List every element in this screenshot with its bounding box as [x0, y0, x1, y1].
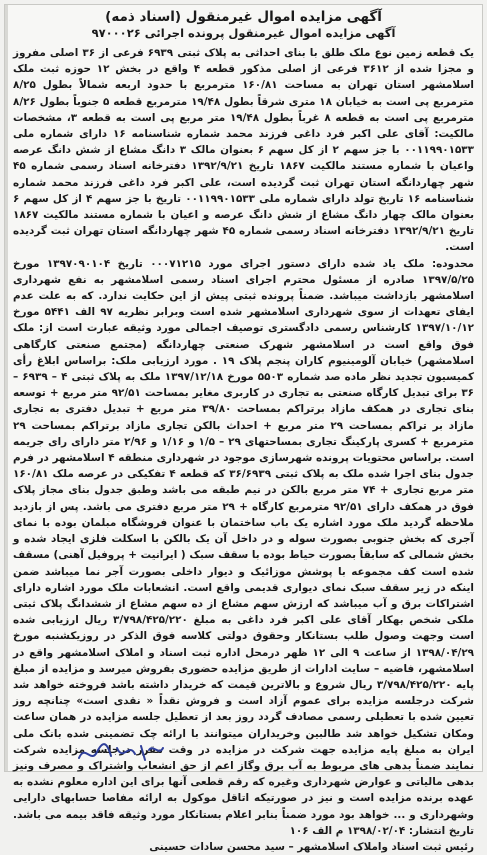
notice-title: آگهی مزایده اموال غیرمنقول (اسناد ذمه) [105, 9, 382, 25]
handwritten-signature [5, 738, 482, 768]
notice-body [13, 45, 475, 853]
paragraph-auction-terms: محدوده: ملک یاد شده دارای دستور اجرای مورد ۰۰۰۷۱۲۱۵ تاریخ ۱۳۹۷۰۹۰۱۰۴ مورخ ۱۳۹۷/۵/۲۵ صادره از مسئول محترم اجرای اسناد رسمی اسلامشهر به نفع شهرداری اسلامشهر بازداشت میباشد. ضمناً پرونده ثبتی پیش از این حکایت ندارد. که به علت عدم ایفای تعهدات از سوی شهرداری اسلامشهر شده است وبرابر نظریه ۹۷ الف ۵۴۴۱ مورخ ۱۳۹۷/۱۰/۱۲ کارشناس رسمی دادگستری توصیف اجمالی مورد وثیقه عبارت است از: ملک فوق واقع است در اسلامشهر شهرک صنعتی چهاردانگه (مجتمع صنعتی کارگاهی اسلامشهر) خیابان آلومینیوم کاران پنجم پلاک ۱۹ . مورد ارزیابی ملک: براساس ابلاغ رأی کمیسیون تجدید نظر ماده صد شماره ۵۵۰۳ مورخ ۱۳۹۷/۱۲/۱۸ ملک به پلاک ثبتی ۴ – ۶۹۳۹ – ۳۶ برای تبدیل کارگاه صنعتی به تجاری در کاربری مغایر بمساحت ۹۲/۵۱ متر مربع + توسعه بنای تجاری در همکف مازاد برتراکم بمساحت ۳۹/۸۰ متر مربع + تبدیل دفتری به تجاری مازاد بر تراکم بمساحت ۲۹ متر مربع + احداث بالکن تجاری مازاد برتراکم بمساحت ۲۹ مترمربع + کسری پارکینگ تجاری بمساحتهای ۲۹ – ۱/۵ و ۱/۱۶ و ۲/۹۶ متر دارای رای جریمه است. براساس محتویات پرونده شهرسازی موجود در شهرداری منطقه ۴ اسلامشهر در فرم جدول بنای اجرا شده ملک به پلاک ثبتی ۳۶/۶۹۳۹ که قطعه ۴ تفکیکی در عرصه ملک ۱۶۰/۸۱ متر مربع تجاری + ۷۴ متر مربع بالکن در نیم طبقه می باشد وطبق جدول بنای مجاز پلاک فوق در همکف دارای ۹۲/۵۱ مترمربع کارگاه + ۲۹ متر مربع دفتری می باشد. پس از بازدید ملاحظه گردید ملک مورد اشاره یک باب ساختمان با عنوان فروشگاه مبلمان بوده با نمای آجری که بخش جنوبی بصورت سوله و در داخل آن یک بالکن با اسکلت فلزی ایجاد شده و بخش شمالی که سابقاً بصورت حیاط بوده با سقف سبک ( ایرانیت + پروفیل آهنی) مسقف شده است کف مجموعه با پوشش موزائیک و دیوار داخلی بصورت آجر نما میباشد ضمن اینکه در زیر سقف سبک نمای دیواری قدیمی واقع است. انشعابات ملک مورد اشاره دارای اشتراکات برق و آب میباشد که ارزش سهم مشاع از ده سهم مشاع از ششدانگ پلاک ثبتی ملکی شخص بهکار آقای علی اکبر فرد داغی به مبلغ ۳/۷۹۸/۴۲۵/۲۲۰ ریال ارزیابی شده است وجهت وصول طلب بستانکار وحقوق دولتی کلاسه فوق الذکر در روزیکشنبه مورخ ۱۳۹۸/۰۴/۲۹ از ساعت ۹ الی ۱۲ ظهر درمحل اداره ثبت اسناد و املاک اسلامشهر واقع در اسلامشهر، فاضیه – سایت ادارات از طریق مزایده حضوری بفروش میرسد و مزایده از مبلغ پایه ۳/۷۹۸/۴۲۵/۲۲۰ ریال شروع و بالاترین قیمت که خریدار داشته باشد فروخته خواهد شد شرکت درجلسه مزایده برای عموم آزاد است و فروش نقداً « نقدی است» چنانچه روز تعیین شده با تعطیلی رسمی مصادف گردد روز بعد از تعطیل جلسه مزایده در همان ساعت ومکان تشکیل خواهد شد طالبین وخریداران میتوانند با ارائه چک تضمینی شده بانک ملی ایران به مبلغ پایه مزایده جهت شرکت در مزایده در وقت مقرر درجلسه مزایده شرکت نمایند ضمناً بدهی های مربوط به آب برق وگاز اعم از حق انشعاب واشتراک و مصرف ونیز بدهی مالیاتی و عوارض شهرداری وغیره که رقم قطعی آنها برای این اداره معلوم نشده به عهده برنده مزایده است و نیز در صورتیکه اتاقل موکول به ارائه مفاصا حسابهای دارایی وشهرداری و ... خواهد بود مورد ضمناً بنابر اعلام بستانکار مورد وثیقه فاقد بیمه می باشد. تاریخ انتشار: ۱۳۹۸/۰۲/۰۴ م الف ۱۰۶ [13, 257, 475, 837]
paragraph-signatory: رئیس ثبت اسناد واملاک اسلامشهر – سید محسن سادات حسینی [149, 840, 474, 853]
notice-sheet [4, 4, 483, 853]
page-margin-shadow [5, 5, 8, 771]
signature-stroke-icon [75, 738, 165, 766]
notice-subtitle: آگهی مزایده اموال غیرمنقول پرونده اجرائی ۹۷۰۰۰۲۶ [91, 26, 396, 40]
paragraph-property-description: یک قطعه زمین نوع ملک طلق با بنای احداثی به پلاک ثبتی ۶۹۳۹ فرعی از ۳۶ اصلی مفروز و مجزا شده از ۳۶۱۲ فرعی از اصلی مذکور قطعه ۴ واقع در بخش ۱۲ حوزه ثبت ملک اسلامشهر استان تهران به مساحت ۱۶۰/۸۱ مترمربع با حدود اربعه شمالاً بطول ۸/۲۵ مترمربع پی است به خیابان ۱۸ متری شرقاً بطول ۱۹/۴۸ مترمربع قطعه ۵ جنوباً بطول ۸/۲۶ مترمربع پی است به قطعه ۸ غرباً بطول ۱۹/۴۸ متر مربع پی است به قطعه ۳، مشخصات مالکیت: آقای علی اکبر فرد داغی فرزند محمد شماره شناسنامه ۱۶ دارای شماره ملی ۰۰۱۱۹۹۰۱۵۳۳ با جز سهم ۲ از کل سهم ۶ بعنوان مالک ۳ دانگ مشاع از شش دانگ عرصه واعیان با شماره مستند مالکیت ۱۸۶۷ تاریخ ۱۳۹۲/۹/۲۱ دفترخانه اسناد رسمی شماره ۴۵ شهر چهاردانگه استان تهران ثبت گردیده است، علی اکبر فرد داغی فرزند محمد شماره شناسنامه ۱۶ تاریخ تولد دارای شماره ملی ۰۰۱۱۹۹۰۱۵۳۳ تاریخ با جز سهم ۴ از کل سهم ۶ بعنوان مالک چهار دانگ مشاع از شش دانگ عرصه و اعیان با شماره مستند مالکیت ۱۸۶۷ تاریخ ۱۳۹۲/۹/۲۱ دفترخانه اسناد رسمی شماره ۴۵ شهر چهاردانگه استان تهران ثبت گردیده است. [13, 47, 475, 254]
